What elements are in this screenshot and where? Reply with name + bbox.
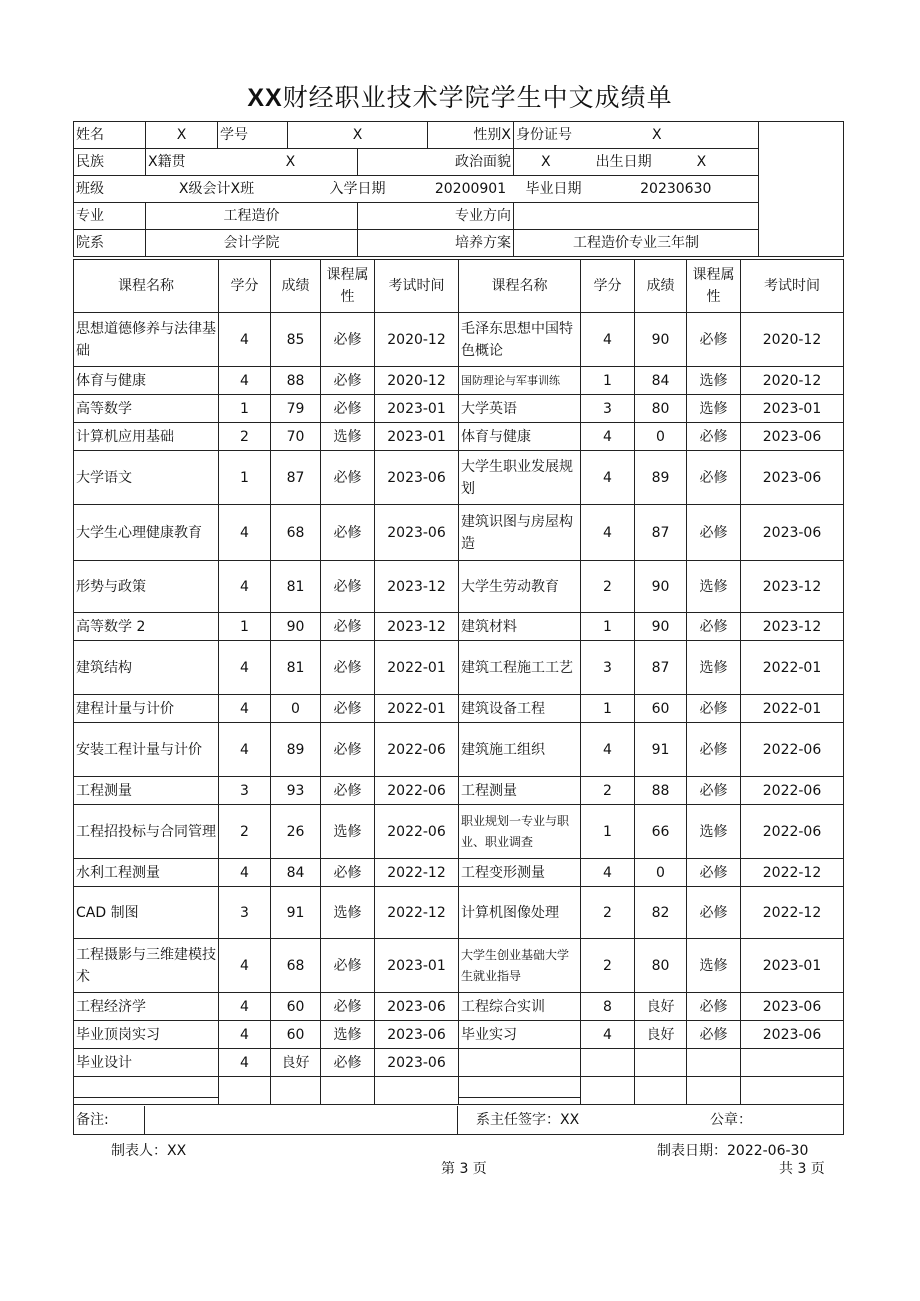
right-credit: 3 bbox=[581, 395, 635, 423]
right-course-name: 计算机图像处理 bbox=[459, 887, 581, 939]
plan-value: 工程造价专业三年制 bbox=[514, 230, 759, 257]
right-course-name: 毛泽东思想中国特色概论 bbox=[459, 313, 581, 367]
left-course-name: 建程计量与计价 bbox=[74, 695, 219, 723]
right-course-name: 工程变形测量 bbox=[459, 859, 581, 887]
left-score: 60 bbox=[271, 1021, 321, 1049]
left-course-attr: 必修 bbox=[321, 723, 375, 777]
right-credit: 1 bbox=[581, 613, 635, 641]
left-credit: 3 bbox=[219, 777, 271, 805]
right-score: 良好 bbox=[635, 1021, 687, 1049]
table-row bbox=[74, 723, 844, 777]
page-title: XX财经职业技术学院学生中文成绩单 bbox=[247, 83, 673, 112]
right-exam-time bbox=[741, 1049, 844, 1077]
left-score: 91 bbox=[271, 887, 321, 939]
major-value: 工程造价 bbox=[146, 203, 358, 230]
right-course-attr: 必修 bbox=[687, 859, 741, 887]
right-exam-time: 2022-01 bbox=[741, 641, 844, 695]
right-exam-time: 2023-06 bbox=[741, 423, 844, 451]
origin-label: 籍贯 bbox=[157, 154, 186, 170]
right-score bbox=[635, 1049, 687, 1077]
direction-value bbox=[514, 203, 759, 230]
left-score: 81 bbox=[271, 641, 321, 695]
left-course-name: 建筑结构 bbox=[74, 641, 219, 695]
left-course-name: 形势与政策 bbox=[74, 561, 219, 613]
left-score: 68 bbox=[271, 939, 321, 993]
right-credit: 2 bbox=[581, 887, 635, 939]
ethnicity-value: X bbox=[148, 154, 158, 170]
left-score: 良好 bbox=[271, 1049, 321, 1077]
left-course-attr: 必修 bbox=[321, 777, 375, 805]
left-score: 90 bbox=[271, 613, 321, 641]
left-score: 89 bbox=[271, 723, 321, 777]
header-exam: 考试时间 bbox=[741, 260, 844, 313]
left-exam-time: 2023-12 bbox=[375, 561, 459, 613]
right-exam-time: 2023-01 bbox=[741, 395, 844, 423]
plan-label: 培养方案 bbox=[358, 230, 514, 257]
left-exam-time: 2023-01 bbox=[375, 939, 459, 993]
left-credit: 4 bbox=[219, 1021, 271, 1049]
left-credit: 4 bbox=[219, 939, 271, 993]
right-score: 91 bbox=[635, 723, 687, 777]
left-score: 85 bbox=[271, 313, 321, 367]
right-course-attr: 必修 bbox=[687, 613, 741, 641]
left-course-attr: 必修 bbox=[321, 561, 375, 613]
right-course-name: 毕业实习 bbox=[459, 1021, 581, 1049]
left-score: 84 bbox=[271, 859, 321, 887]
left-course-attr: 必修 bbox=[321, 859, 375, 887]
name-label: 姓名 bbox=[74, 122, 146, 149]
right-score: 60 bbox=[635, 695, 687, 723]
left-course-attr: 必修 bbox=[321, 939, 375, 993]
political-label: 政治面貌 bbox=[358, 149, 514, 176]
right-score: 90 bbox=[635, 313, 687, 367]
header-attr: 课程属性 bbox=[687, 260, 741, 313]
table-row bbox=[74, 939, 844, 993]
left-credit: 4 bbox=[219, 859, 271, 887]
left-score: 70 bbox=[271, 423, 321, 451]
left-exam-time: 2023-06 bbox=[375, 993, 459, 1021]
left-course-attr: 必修 bbox=[321, 993, 375, 1021]
idcard-label: 身份证号 bbox=[516, 127, 572, 143]
left-course-name: 思想道德修养与法律基础 bbox=[74, 313, 219, 367]
right-score: 66 bbox=[635, 805, 687, 859]
left-credit: 4 bbox=[219, 723, 271, 777]
header-course: 课程名称 bbox=[459, 260, 581, 313]
left-course-attr: 必修 bbox=[321, 695, 375, 723]
left-course-name: 计算机应用基础 bbox=[74, 423, 219, 451]
name-value: X bbox=[146, 122, 218, 149]
left-exam-time: 2023-12 bbox=[375, 613, 459, 641]
birth-label: 出生日期 bbox=[595, 154, 652, 170]
left-score: 79 bbox=[271, 395, 321, 423]
left-credit: 1 bbox=[219, 613, 271, 641]
right-exam-time: 2023-06 bbox=[741, 1021, 844, 1049]
right-credit bbox=[581, 1049, 635, 1077]
right-credit: 4 bbox=[581, 859, 635, 887]
right-course-name: 大学生创业基础大学生就业指导 bbox=[459, 939, 581, 993]
left-credit: 2 bbox=[219, 805, 271, 859]
left-exam-time: 2022-12 bbox=[375, 887, 459, 939]
right-exam-time: 2022-12 bbox=[741, 887, 844, 939]
right-course-attr: 选修 bbox=[687, 805, 741, 859]
right-credit: 2 bbox=[581, 561, 635, 613]
class-label: 班级 bbox=[74, 176, 146, 203]
left-course-attr: 必修 bbox=[321, 613, 375, 641]
left-score: 0 bbox=[271, 695, 321, 723]
left-course-name: 工程招投标与合同管理 bbox=[74, 805, 219, 859]
right-course-attr: 必修 bbox=[687, 1021, 741, 1049]
right-course-attr: 选修 bbox=[687, 641, 741, 695]
left-credit: 1 bbox=[219, 395, 271, 423]
right-course-name: 大学英语 bbox=[459, 395, 581, 423]
enroll-label: 入学日期 bbox=[329, 181, 386, 197]
table-row bbox=[74, 777, 844, 805]
left-course-name: 高等数学 2 bbox=[74, 613, 219, 641]
right-credit: 4 bbox=[581, 313, 635, 367]
right-course-attr: 必修 bbox=[687, 887, 741, 939]
left-score: 60 bbox=[271, 993, 321, 1021]
gender-label: 性别 bbox=[473, 127, 502, 143]
origin-value: X bbox=[285, 154, 296, 170]
right-score: 80 bbox=[635, 395, 687, 423]
ethnicity-label: 民族 bbox=[74, 149, 146, 176]
right-score: 良好 bbox=[635, 993, 687, 1021]
remarks-label: 备注: bbox=[74, 1106, 145, 1134]
right-course-name: 建筑识图与房屋构造 bbox=[459, 505, 581, 561]
right-credit: 3 bbox=[581, 641, 635, 695]
left-exam-time: 2020-12 bbox=[375, 313, 459, 367]
left-exam-time: 2022-06 bbox=[375, 805, 459, 859]
grad-value: 20230630 bbox=[594, 176, 759, 203]
right-course-attr: 必修 bbox=[687, 505, 741, 561]
left-credit: 4 bbox=[219, 505, 271, 561]
table-row bbox=[74, 561, 844, 613]
right-course-name: 建筑工程施工工艺 bbox=[459, 641, 581, 695]
table-row bbox=[74, 805, 844, 859]
left-course-name: 体育与健康 bbox=[74, 367, 219, 395]
right-exam-time: 2022-12 bbox=[741, 859, 844, 887]
right-score: 89 bbox=[635, 451, 687, 505]
right-course-attr: 必修 bbox=[687, 777, 741, 805]
left-score: 93 bbox=[271, 777, 321, 805]
maker: 制表人：XX bbox=[111, 1143, 187, 1159]
right-exam-time: 2022-06 bbox=[741, 777, 844, 805]
grades-table bbox=[73, 259, 844, 1135]
id-label: 学号 bbox=[218, 122, 288, 149]
right-credit: 4 bbox=[581, 1021, 635, 1049]
table-row bbox=[74, 367, 844, 395]
remarks-row bbox=[74, 1105, 844, 1135]
right-score: 87 bbox=[635, 641, 687, 695]
left-course-attr: 必修 bbox=[321, 641, 375, 695]
left-course-attr: 必修 bbox=[321, 367, 375, 395]
right-score: 84 bbox=[635, 367, 687, 395]
right-exam-time: 2022-01 bbox=[741, 695, 844, 723]
right-course-name: 体育与健康 bbox=[459, 423, 581, 451]
right-course-name: 大学生职业发展规划 bbox=[459, 451, 581, 505]
right-course-name: 职业规划一专业与职业、职业调查 bbox=[459, 805, 581, 859]
right-course-name: 工程测量 bbox=[459, 777, 581, 805]
right-exam-time: 2023-12 bbox=[741, 561, 844, 613]
right-score: 90 bbox=[635, 561, 687, 613]
left-score: 68 bbox=[271, 505, 321, 561]
right-score: 82 bbox=[635, 887, 687, 939]
right-score: 0 bbox=[635, 859, 687, 887]
right-exam-time: 2022-06 bbox=[741, 805, 844, 859]
director-sign: 系主任签字：XX bbox=[476, 1111, 580, 1128]
left-course-name: 高等数学 bbox=[74, 395, 219, 423]
left-credit: 4 bbox=[219, 313, 271, 367]
left-score: 26 bbox=[271, 805, 321, 859]
table-row bbox=[74, 395, 844, 423]
header-exam: 考试时间 bbox=[375, 260, 459, 313]
left-score: 88 bbox=[271, 367, 321, 395]
table-row bbox=[74, 451, 844, 505]
photo-cell bbox=[759, 122, 844, 257]
right-exam-time: 2023-01 bbox=[741, 939, 844, 993]
right-course-name: 建筑设备工程 bbox=[459, 695, 581, 723]
left-course-name: 工程测量 bbox=[74, 777, 219, 805]
right-course-name: 建筑材料 bbox=[459, 613, 581, 641]
right-course-attr: 选修 bbox=[687, 367, 741, 395]
idcard-value: X bbox=[652, 127, 662, 143]
left-course-name: 工程经济学 bbox=[74, 993, 219, 1021]
right-score: 87 bbox=[635, 505, 687, 561]
left-course-name: 大学生心理健康教育 bbox=[74, 505, 219, 561]
left-course-attr: 选修 bbox=[321, 423, 375, 451]
right-score: 90 bbox=[635, 613, 687, 641]
major-label: 专业 bbox=[74, 203, 146, 230]
table-row bbox=[74, 1049, 844, 1077]
left-course-name: 毕业顶岗实习 bbox=[74, 1021, 219, 1049]
table-row bbox=[74, 993, 844, 1021]
table-row bbox=[74, 887, 844, 939]
right-course-attr: 选修 bbox=[687, 395, 741, 423]
right-course-name: 建筑施工组织 bbox=[459, 723, 581, 777]
left-exam-time: 2023-06 bbox=[375, 1049, 459, 1077]
dept-value: 会计学院 bbox=[146, 230, 358, 257]
left-course-name: 安装工程计量与计价 bbox=[74, 723, 219, 777]
header-credit: 学分 bbox=[581, 260, 635, 313]
left-score: 87 bbox=[271, 451, 321, 505]
left-credit: 4 bbox=[219, 695, 271, 723]
table-row bbox=[74, 695, 844, 723]
left-course-name: 工程摄影与三维建模技术 bbox=[74, 939, 219, 993]
right-course-attr: 必修 bbox=[687, 695, 741, 723]
table-row bbox=[74, 1077, 844, 1105]
direction-label: 专业方向 bbox=[358, 203, 514, 230]
grad-label: 毕业日期 bbox=[525, 181, 582, 197]
right-credit: 1 bbox=[581, 805, 635, 859]
left-course-name: 毕业设计 bbox=[74, 1049, 219, 1077]
right-score: 88 bbox=[635, 777, 687, 805]
page-total: 共 3 页 bbox=[779, 1161, 825, 1177]
left-exam-time: 2023-06 bbox=[375, 1021, 459, 1049]
left-course-attr: 必修 bbox=[321, 451, 375, 505]
id-value: X bbox=[288, 122, 428, 149]
right-course-attr: 必修 bbox=[687, 723, 741, 777]
right-course-attr: 选修 bbox=[687, 939, 741, 993]
student-info-table bbox=[73, 121, 844, 257]
left-exam-time: 2023-01 bbox=[375, 395, 459, 423]
header-course: 课程名称 bbox=[74, 260, 219, 313]
class-value: X级会计X班 bbox=[178, 181, 255, 197]
table-row bbox=[74, 641, 844, 695]
left-course-attr: 必修 bbox=[321, 1049, 375, 1077]
left-exam-time: 2023-06 bbox=[375, 505, 459, 561]
left-credit: 4 bbox=[219, 1049, 271, 1077]
left-course-attr: 选修 bbox=[321, 887, 375, 939]
table-row bbox=[74, 1021, 844, 1049]
right-course-name bbox=[459, 1049, 581, 1077]
dept-label: 院系 bbox=[74, 230, 146, 257]
header-row bbox=[74, 260, 844, 313]
right-course-name: 工程综合实训 bbox=[459, 993, 581, 1021]
left-course-attr: 必修 bbox=[321, 505, 375, 561]
right-exam-time: 2023-06 bbox=[741, 505, 844, 561]
header-score: 成绩 bbox=[271, 260, 321, 313]
right-credit: 2 bbox=[581, 939, 635, 993]
table-row bbox=[74, 313, 844, 367]
right-exam-time: 2022-06 bbox=[741, 723, 844, 777]
left-course-attr: 必修 bbox=[321, 395, 375, 423]
right-course-name: 大学生劳动教育 bbox=[459, 561, 581, 613]
make-date: 制表日期：2022-06-30 bbox=[657, 1143, 809, 1159]
right-credit: 4 bbox=[581, 723, 635, 777]
right-credit: 4 bbox=[581, 423, 635, 451]
left-exam-time: 2022-01 bbox=[375, 641, 459, 695]
left-course-name: CAD 制图 bbox=[74, 887, 219, 939]
table-row bbox=[74, 613, 844, 641]
left-score: 81 bbox=[271, 561, 321, 613]
header-score: 成绩 bbox=[635, 260, 687, 313]
left-credit: 4 bbox=[219, 561, 271, 613]
left-credit: 1 bbox=[219, 451, 271, 505]
right-credit: 1 bbox=[581, 367, 635, 395]
table-row bbox=[74, 505, 844, 561]
left-exam-time: 2022-06 bbox=[375, 723, 459, 777]
left-exam-time: 2022-06 bbox=[375, 777, 459, 805]
right-credit: 4 bbox=[581, 451, 635, 505]
right-course-attr bbox=[687, 1049, 741, 1077]
right-course-attr: 必修 bbox=[687, 451, 741, 505]
right-course-attr: 必修 bbox=[687, 993, 741, 1021]
left-course-name: 水利工程测量 bbox=[74, 859, 219, 887]
right-credit: 1 bbox=[581, 695, 635, 723]
gender-value: X bbox=[501, 127, 511, 143]
right-course-attr: 选修 bbox=[687, 561, 741, 613]
right-course-attr: 必修 bbox=[687, 313, 741, 367]
left-exam-time: 2022-12 bbox=[375, 859, 459, 887]
left-credit: 2 bbox=[219, 423, 271, 451]
left-exam-time: 2023-01 bbox=[375, 423, 459, 451]
header-attr: 课程属性 bbox=[321, 260, 375, 313]
header-credit: 学分 bbox=[219, 260, 271, 313]
left-credit: 4 bbox=[219, 641, 271, 695]
left-exam-time: 2022-01 bbox=[375, 695, 459, 723]
right-credit: 2 bbox=[581, 777, 635, 805]
right-exam-time: 2020-12 bbox=[741, 313, 844, 367]
page-current: 第 3 页 bbox=[441, 1161, 487, 1177]
left-course-attr: 必修 bbox=[321, 313, 375, 367]
right-credit: 4 bbox=[581, 505, 635, 561]
left-credit: 4 bbox=[219, 367, 271, 395]
left-credit: 3 bbox=[219, 887, 271, 939]
left-course-attr: 选修 bbox=[321, 1021, 375, 1049]
right-credit: 8 bbox=[581, 993, 635, 1021]
right-exam-time: 2023-06 bbox=[741, 993, 844, 1021]
left-course-attr: 选修 bbox=[321, 805, 375, 859]
enroll-value: 20200901 bbox=[434, 181, 507, 197]
birth-value: X bbox=[696, 154, 707, 170]
right-score: 80 bbox=[635, 939, 687, 993]
political-value: X bbox=[541, 154, 551, 170]
seal-label: 公章： bbox=[710, 1111, 752, 1128]
right-score: 0 bbox=[635, 423, 687, 451]
right-exam-time: 2020-12 bbox=[741, 367, 844, 395]
right-course-attr: 必修 bbox=[687, 423, 741, 451]
left-exam-time: 2023-06 bbox=[375, 451, 459, 505]
right-exam-time: 2023-12 bbox=[741, 613, 844, 641]
right-course-name: 国防理论与军事训练 bbox=[459, 367, 581, 395]
table-row bbox=[74, 423, 844, 451]
left-exam-time: 2020-12 bbox=[375, 367, 459, 395]
left-course-name: 大学语文 bbox=[74, 451, 219, 505]
right-exam-time: 2023-06 bbox=[741, 451, 844, 505]
left-credit: 4 bbox=[219, 993, 271, 1021]
table-row bbox=[74, 859, 844, 887]
